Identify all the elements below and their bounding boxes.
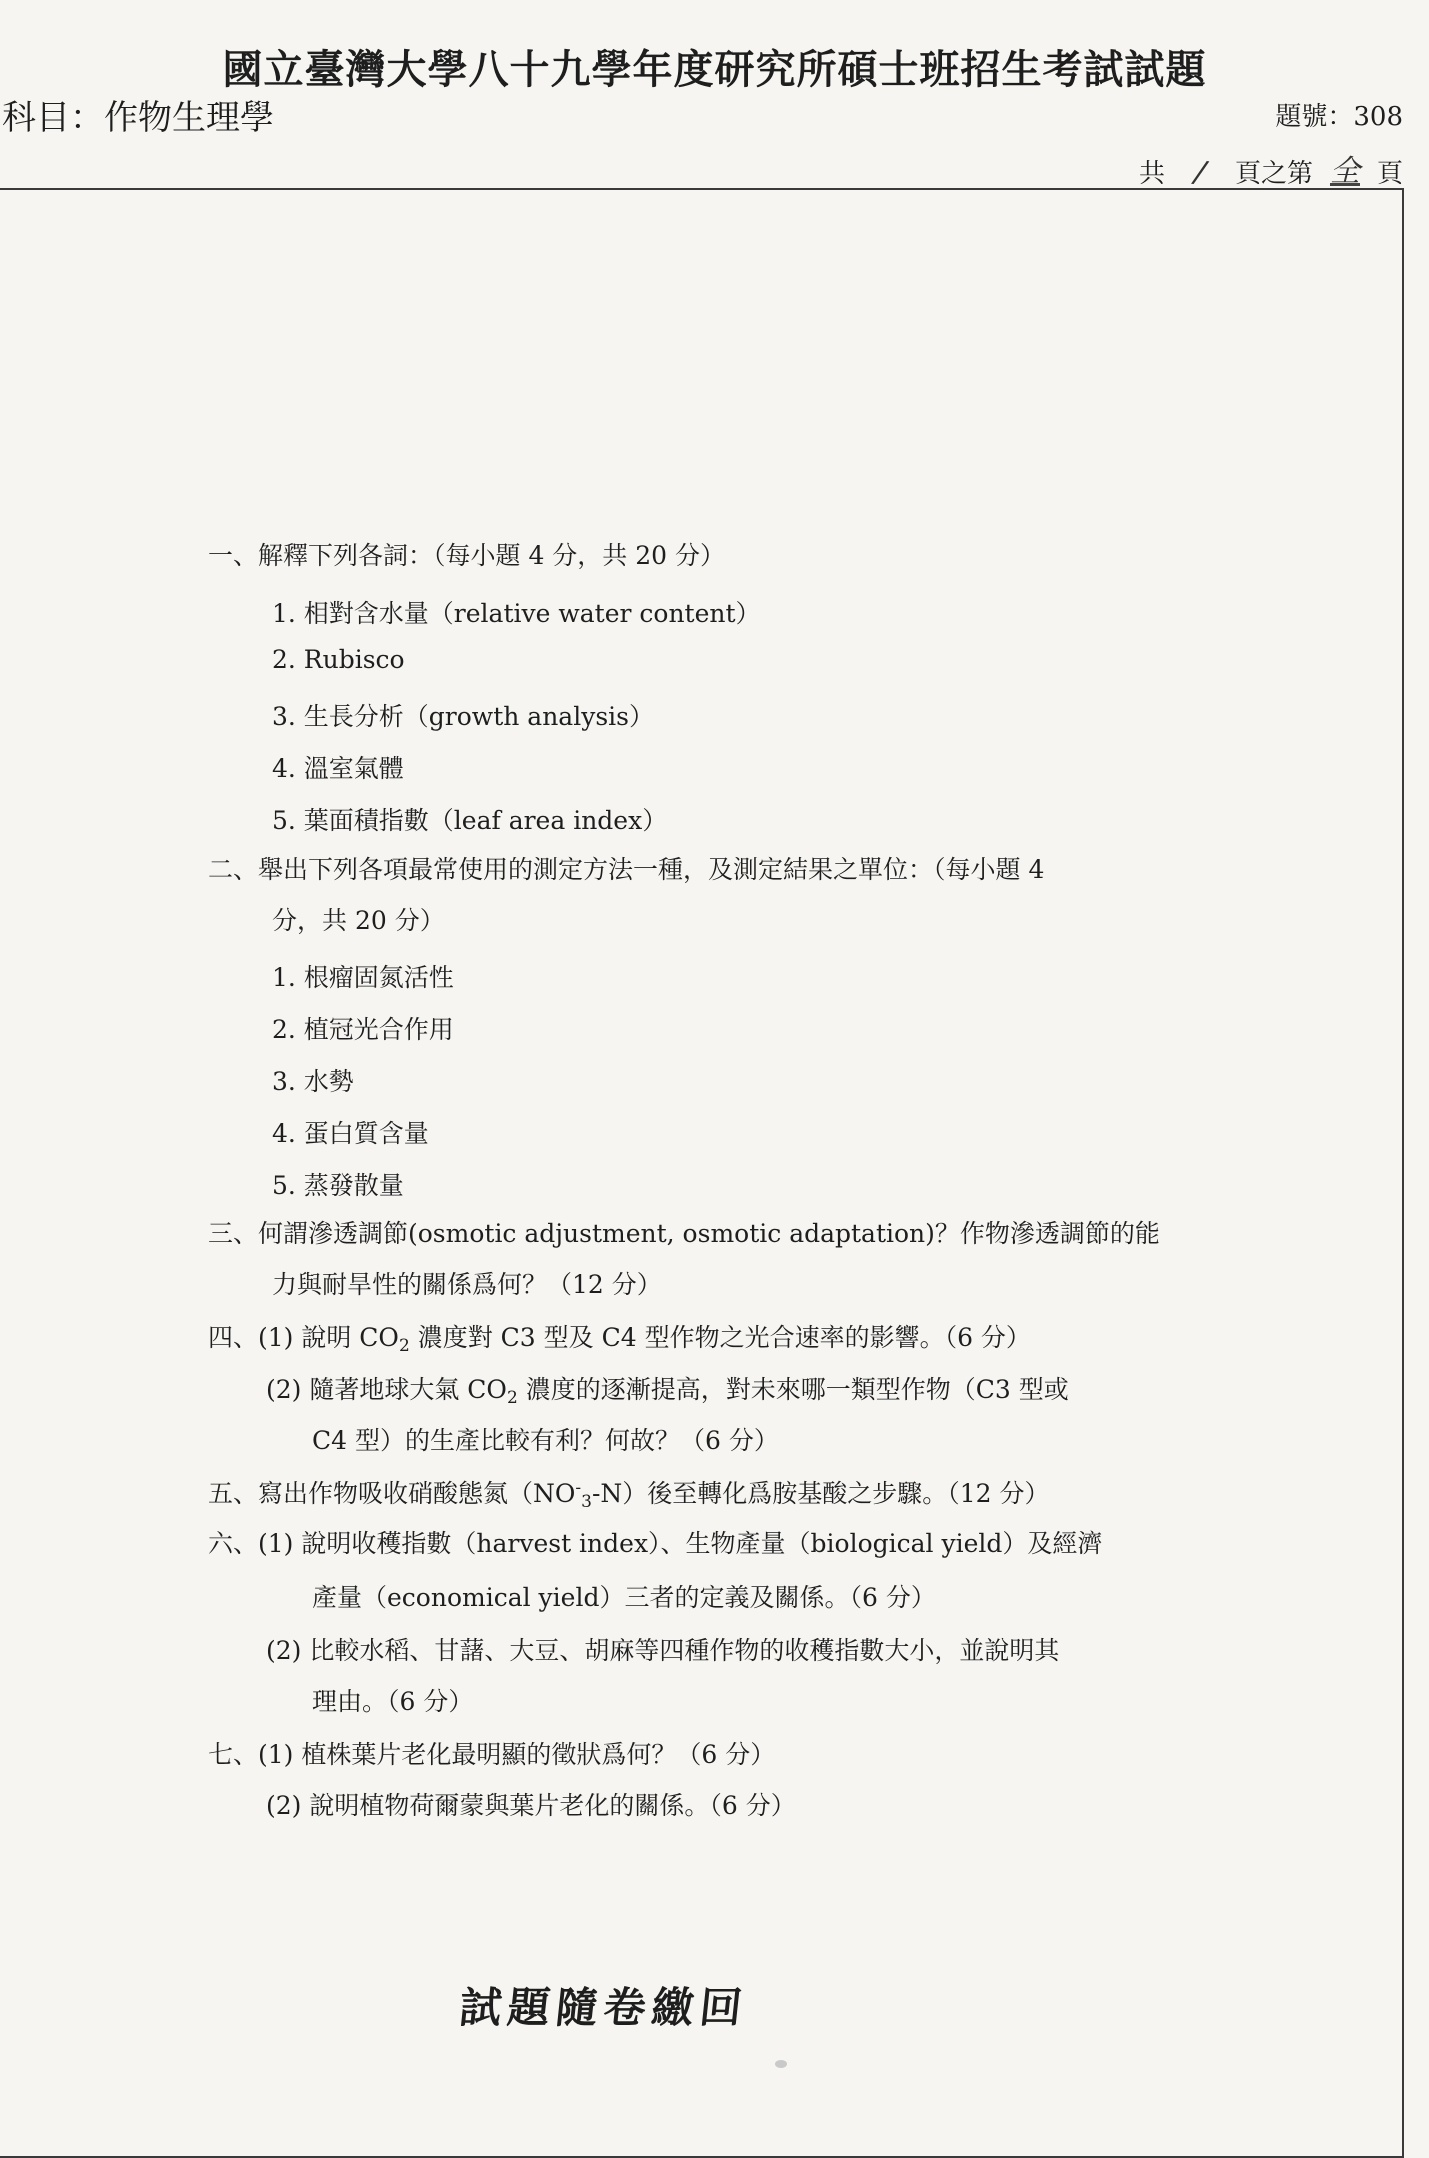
pages-total-prefix: 共 [1138,159,1165,189]
pages-current-handwritten: 全 [1329,154,1360,189]
q1-title: 一、解釋下列各詞：（每小題 4 分，共 20 分） [208,541,726,570]
q4-part2-line1 [266,1372,1069,1411]
return-paper-stamp: 試題隨卷繳回 [457,1983,751,2032]
pages-suffix: 頁 [1376,159,1403,189]
q1-item-2: 2. Rubisco [272,645,405,674]
q5-text-b: -N）後至轉化爲胺基酸之步驟。（12 分） [591,1479,1050,1508]
co2-subscript: 2 [506,1388,518,1408]
q1-item-3: 3. 生長分析（growth analysis） [272,702,654,731]
co2-subscript: 2 [398,1336,410,1356]
q6-part1-line2: 產量（economical yield）三者的定義及關係。（6 分） [312,1583,936,1612]
q4-part2-line2: C4 型）的生產比較有利？何故？（6 分） [312,1426,779,1455]
pages-total-handwritten: / [1192,154,1208,191]
q2-title-line1: 二、舉出下列各項最常使用的測定方法一種，及測定結果之單位：（每小題 4 [208,855,1045,884]
q2-item-2: 2. 植冠光合作用 [272,1015,454,1044]
q4-part1-text-b: 濃度對 C3 型及 C4 型作物之光合速率的影響。（6 分） [409,1323,1031,1352]
q4-part2-text-a: (2) 隨著地球大氣 CO [266,1375,507,1404]
question-number: 題號：308 [1275,102,1403,132]
q5 [208,1476,1050,1515]
q4-part1-text-a: 四、(1) 說明 CO [208,1323,399,1352]
scan-speck [775,2060,787,2068]
subject-label: 科目：作物生理學 [2,98,274,138]
q4-part2-text-b: 濃度的逐漸提高，對未來哪一類型作物（C3 型或 [517,1375,1069,1404]
q2-item-3: 3. 水勢 [272,1067,354,1096]
q7-part2: (2) 說明植物荷爾蒙與葉片老化的關係。（6 分） [266,1791,796,1820]
q4-part1 [208,1320,1031,1359]
q1-item-4: 4. 溫室氣體 [272,754,404,783]
q1-item-1: 1. 相對含水量（relative water content） [272,599,761,628]
q6-part2-line2: 理由。（6 分） [312,1687,474,1716]
q2-item-1: 1. 根瘤固氮活性 [272,963,454,992]
q3-line2: 力與耐旱性的關係爲何？（12 分） [272,1270,662,1299]
q2-item-4: 4. 蛋白質含量 [272,1119,429,1148]
q6-part2-line1: (2) 比較水稻、甘藷、大豆、胡麻等四種作物的收穫指數大小，並說明其 [266,1636,1060,1665]
q1-item-5: 5. 葉面積指數（leaf area index） [272,806,668,835]
answer-frame [0,188,1404,2158]
q3-line1: 三、何謂滲透調節(osmotic adjustment, osmotic adaptation)？作物滲透調節的能 [208,1219,1160,1248]
q2-item-5: 5. 蒸發散量 [272,1171,404,1200]
nitrate-charge: - [575,1478,582,1498]
q6-part1-line1: 六、(1) 說明收穫指數（harvest index）、生物產量（biological yield）及經濟 [208,1529,1103,1558]
page-count [1139,146,1403,190]
q2-title-line2: 分，共 20 分） [272,906,445,935]
q7-part1: 七、(1) 植株葉片老化最明顯的徵狀爲何？（6 分） [208,1740,776,1769]
q5-text-a: 五、寫出作物吸收硝酸態氮（NO [208,1479,576,1508]
nitrate-subscript: 3 [581,1492,592,1512]
pages-middle: 頁之第 [1234,159,1313,189]
exam-title: 國立臺灣大學八十九學年度研究所碩士班招生考試試題 [222,46,1207,93]
